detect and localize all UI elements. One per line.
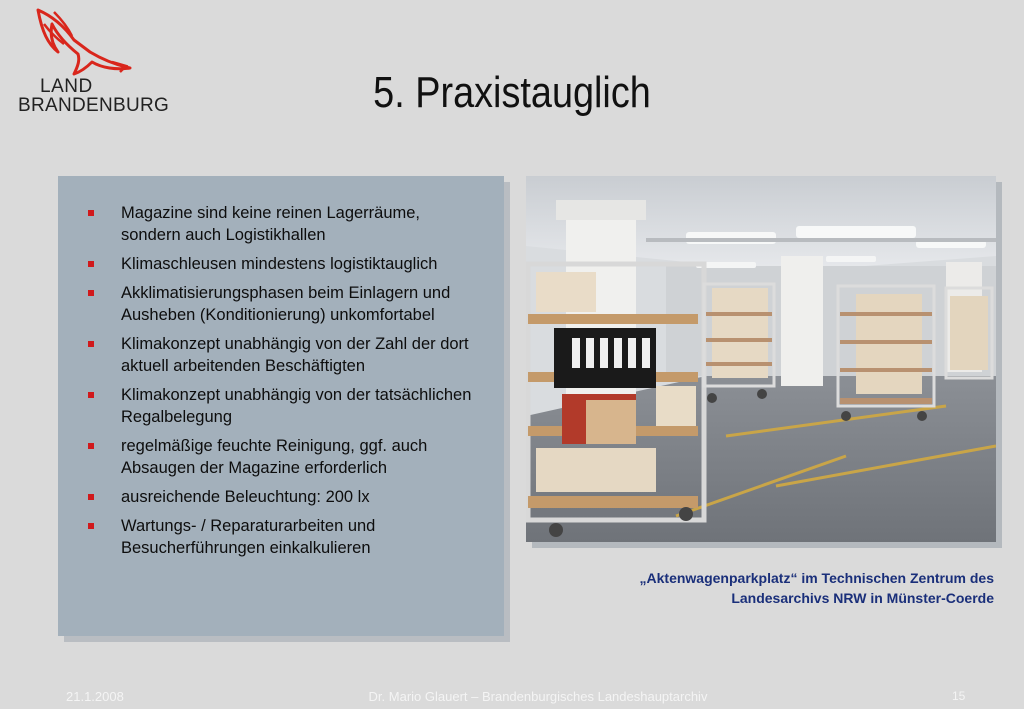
bullet-item bbox=[58, 282, 484, 326]
bullet-text: ausreichende Beleuchtung: 200 lx bbox=[121, 488, 370, 506]
bullet-square-icon bbox=[88, 494, 94, 500]
bullet-item bbox=[58, 384, 484, 428]
bullet-text: Klimakonzept unabhängig von der tatsächlichen Regalbelegung bbox=[121, 386, 472, 426]
bullet-text: Klimakonzept unabhängig von der Zahl der dort aktuell arbeitenden Beschäftigten bbox=[121, 335, 469, 375]
caption-line-2: Landesarchivs NRW in Münster-Coerde bbox=[731, 590, 994, 606]
bullet-square-icon bbox=[88, 290, 94, 296]
bullet-item bbox=[58, 486, 484, 508]
bullet-item bbox=[58, 202, 484, 246]
bullet-text: Klimaschleusen mindestens logistiktauglich bbox=[121, 255, 438, 273]
bullet-item bbox=[58, 435, 484, 479]
bullet-square-icon bbox=[88, 341, 94, 347]
bullet-text: regelmäßige feuchte Reinigung, ggf. auch Absaugen der Magazine erforderlich bbox=[121, 437, 428, 477]
bullet-item bbox=[58, 515, 484, 559]
bullet-square-icon bbox=[88, 523, 94, 529]
footer-date: 21.1.2008 bbox=[66, 689, 124, 704]
bullet-text: Magazine sind keine reinen Lagerräume, sondern auch Logistikhallen bbox=[121, 204, 421, 244]
slide-title: 5. Praxistauglich bbox=[373, 68, 651, 117]
bullet-panel bbox=[58, 176, 504, 636]
bullet-item bbox=[58, 333, 484, 377]
bullet-text: Akklimatisierungsphasen beim Einlagern und Ausheben (Konditionierung) unkomfortabel bbox=[121, 284, 451, 324]
caption-line-1: „Aktenwagenparkplatz“ im Technischen Zentrum des bbox=[639, 570, 994, 586]
logo-brandenburg-text: BRANDENBURG bbox=[18, 95, 170, 116]
photo-caption bbox=[520, 568, 994, 608]
archive-photo bbox=[526, 176, 996, 542]
bullet-square-icon bbox=[88, 392, 94, 398]
bullet-square-icon bbox=[88, 261, 94, 267]
bullet-square-icon bbox=[88, 443, 94, 449]
bullet-text: Wartungs- / Reparaturarbeiten und Besucherführungen einkalkulieren bbox=[121, 517, 376, 557]
logo-land-text: LAND bbox=[40, 76, 93, 97]
bullet-square-icon bbox=[88, 210, 94, 216]
archive-storage-illustration bbox=[526, 176, 996, 542]
bullet-list bbox=[58, 176, 504, 559]
bullet-item bbox=[58, 253, 484, 275]
footer-author: Dr. Mario Glauert – Brandenburgisches Landeshauptarchiv bbox=[368, 689, 708, 704]
page-number: 15 bbox=[952, 689, 966, 703]
